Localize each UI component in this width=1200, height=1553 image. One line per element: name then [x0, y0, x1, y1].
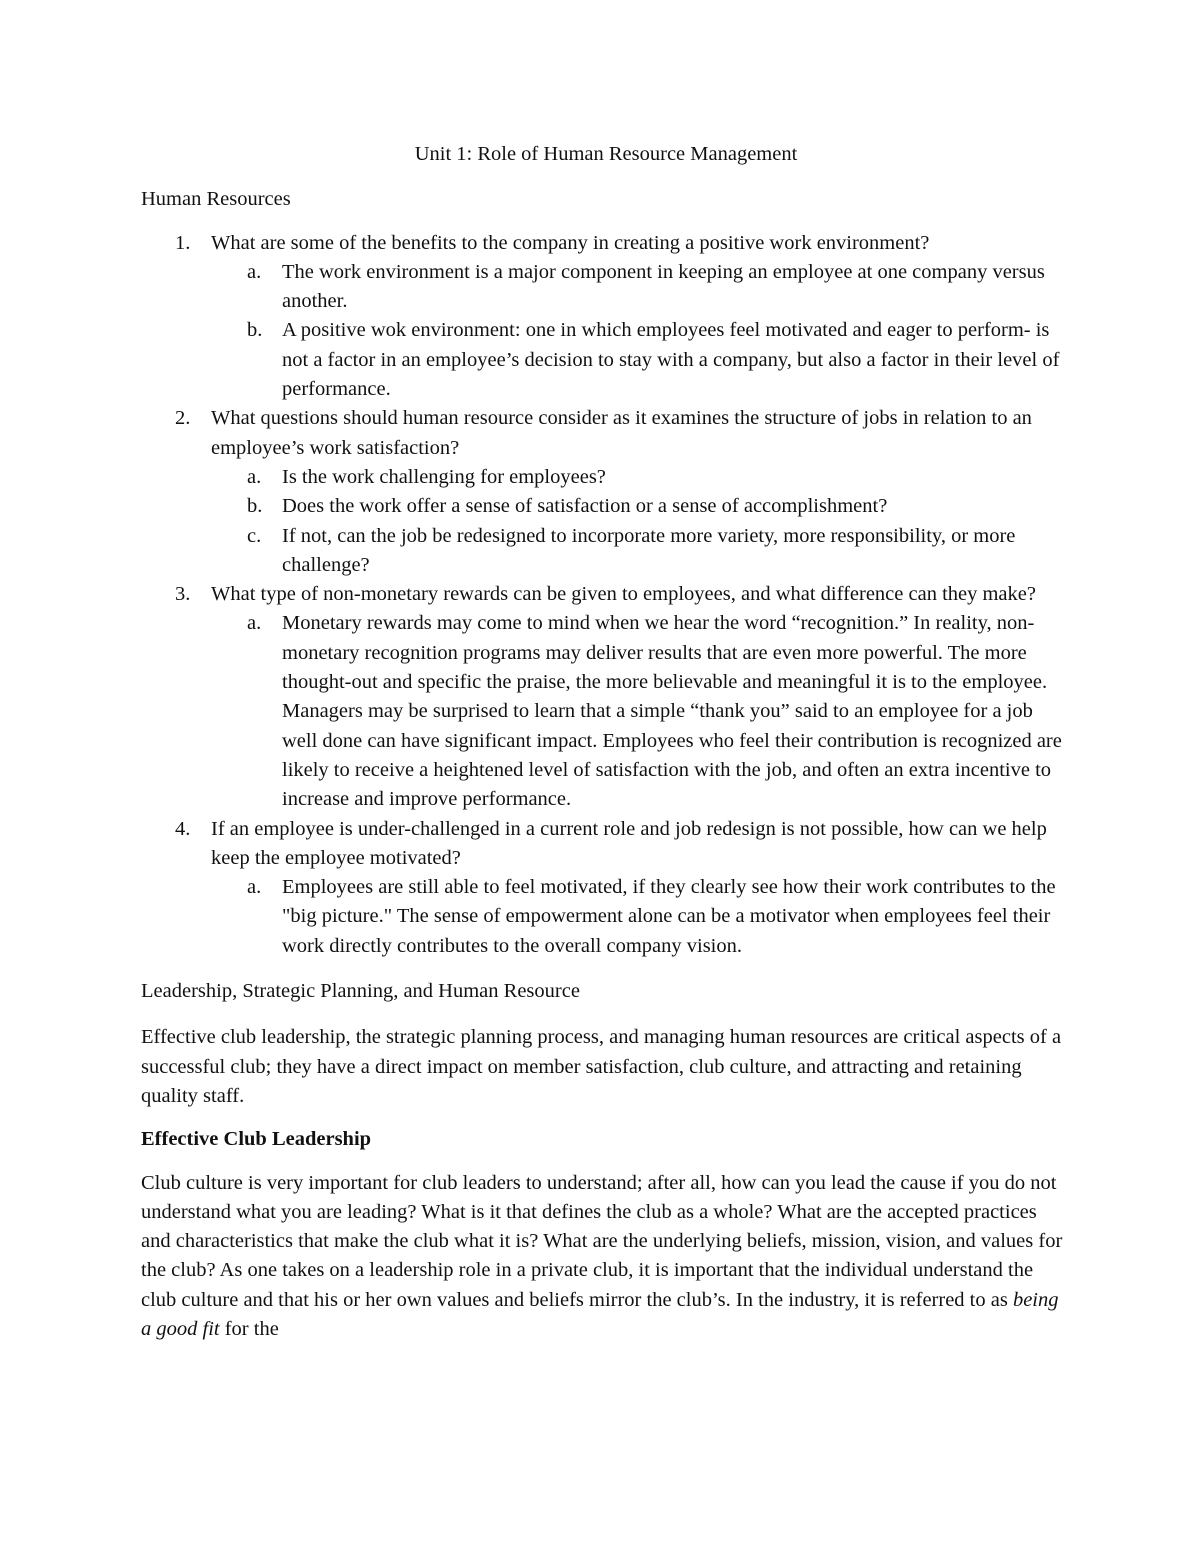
question-number: 2.	[175, 407, 191, 430]
question-text: If an employee is under-challenged in a current role and job redesign is not possible, how can we help keep the employee motivated?	[211, 817, 1047, 869]
answer-letter: a.	[247, 260, 262, 283]
document-body	[141, 140, 1071, 1344]
section-heading-leadership: Leadership, Strategic Planning, and Human Resource	[141, 980, 580, 1003]
question-text: What type of non-monetary rewards can be given to employees, and what difference can they make?	[211, 583, 1036, 606]
answer-text: Employees are still able to feel motivated, if they clearly see how their work contributes to the "big picture." The sense of empowerment alone can be a motivator when employees feel their work directly contributes to the overall company vision.	[282, 876, 1056, 957]
question-item	[141, 580, 1071, 814]
question-text: What are some of the benefits to the company in creating a positive work environment?	[211, 231, 930, 254]
paragraph-text-start: Club culture is very important for club leaders to understand; after all, how can you lead the cause if you do not understand what you are leading? What is it that defines the club as a whole? What are the accepted practices and characteristics that make the club what it is? What are the underlying beliefs, mission, vision, and values for the club? As one takes on a leadership role in a private club, it is important that the individual understand the club culture and that his or her own values and beliefs mirror the club’s. In the industry, it is referred to as	[141, 1171, 1063, 1311]
answer-item	[211, 873, 1071, 961]
answer-list	[211, 873, 1071, 961]
answer-text: A positive wok environment: one in which employees feel motivated and eager to perform- is not a factor in an employee’s decision to stay with a company, but also a factor in their level of performance.	[282, 319, 1060, 401]
page-title: Unit 1: Role of Human Resource Management	[414, 143, 798, 165]
question-item	[141, 815, 1071, 961]
answer-item	[211, 258, 1071, 317]
answer-text: The work environment is a major component in keeping an employee at one company versus another.	[282, 260, 1045, 313]
answer-list	[211, 258, 1071, 404]
answer-letter: a.	[247, 465, 262, 488]
question-list	[141, 229, 1071, 961]
answer-text: Does the work offer a sense of satisfaction or a sense of accomplishment?	[282, 495, 888, 518]
section-heading-human-resources: Human Resources	[141, 188, 291, 211]
answer-letter: a.	[247, 876, 262, 899]
answer-letter: a.	[247, 612, 262, 635]
club-culture-paragraph	[141, 1169, 1071, 1345]
paragraph-emphasis: being a good fit	[141, 1288, 1059, 1340]
answer-letter: b.	[247, 319, 263, 342]
question-number: 1.	[175, 231, 191, 254]
answer-item	[211, 463, 1071, 492]
answer-text: If not, can the job be redesigned to incorporate more variety, more responsibility, or more challenge?	[282, 524, 1016, 576]
answer-letter: b.	[247, 495, 263, 518]
section-heading-effective-club-leadership: Effective Club Leadership	[141, 1128, 372, 1151]
question-number: 4.	[175, 817, 191, 840]
question-text: What questions should human resource consider as it examines the structure of jobs in relation to an employee’s work satisfaction?	[211, 407, 1032, 459]
question-item	[141, 404, 1071, 580]
answer-text: Monetary rewards may come to mind when we hear the word “recognition.” In reality, non-monetary recognition programs may deliver results that are even more powerful. The more thought-out and specific the praise, the more believable and meaningful it is to the employee. Managers may be surprised to learn that a simple “thank you” said to an employee for a job well done can have significant impact. Employees who feel their contribution is recognized are likely to receive a heightened level of satisfaction with the job, and often an extra incentive to increase and improve performance.	[282, 612, 1062, 811]
answer-item	[211, 492, 1071, 521]
answer-list	[211, 609, 1071, 814]
answer-item	[211, 522, 1071, 581]
question-number: 3.	[175, 583, 191, 606]
paragraph-text-end: for the	[219, 1317, 279, 1340]
answer-item	[211, 316, 1071, 404]
answer-list	[211, 463, 1071, 580]
answer-item	[211, 609, 1071, 814]
answer-letter: c.	[247, 524, 262, 547]
answer-text: Is the work challenging for employees?	[282, 465, 606, 488]
question-item	[141, 229, 1071, 405]
leadership-paragraph: Effective club leadership, the strategic planning process, and managing human resources are critical aspects of a successful club; they have a direct impact on member satisfaction, club culture, and attracting and retaining quality staff.	[141, 1026, 1062, 1107]
